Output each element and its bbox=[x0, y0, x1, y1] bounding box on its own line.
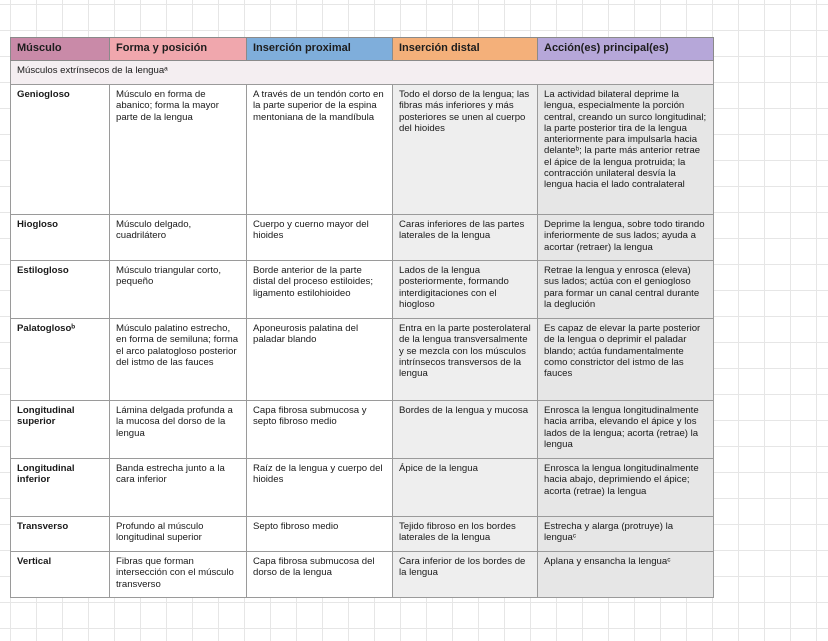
muscle-name: Estilogloso bbox=[11, 261, 110, 319]
proximal-cell: Capa fibrosa submucosa y septo fibroso medio bbox=[247, 401, 393, 459]
shape-cell: Músculo palatino estrecho, en forma de semiluna; forma el arco palatogloso posterior del istmo de las fauces bbox=[110, 319, 247, 401]
muscle-name: Transverso bbox=[11, 517, 110, 552]
header-muscle: Músculo bbox=[11, 38, 110, 61]
action-cell: Enrosca la lengua longitudinalmente hacia arriba, elevando el ápice y los lados de la lengua; acorta (retrae) la lengua bbox=[538, 401, 714, 459]
distal-cell: Ápice de la lengua bbox=[393, 459, 538, 517]
table-row bbox=[11, 401, 714, 459]
shape-cell: Fibras que forman intersección con el músculo transverso bbox=[110, 552, 247, 598]
shape-cell: Músculo delgado, cuadrilátero bbox=[110, 215, 247, 261]
table-row bbox=[11, 459, 714, 517]
table-row bbox=[11, 552, 714, 598]
muscle-table-sheet bbox=[10, 37, 713, 598]
table-row bbox=[11, 85, 714, 215]
shape-cell: Músculo en forma de abanico; forma la mayor parte de la lengua bbox=[110, 85, 247, 215]
tongue-muscles-table bbox=[10, 37, 714, 598]
header-distal-insertion: Inserción distal bbox=[393, 38, 538, 61]
distal-cell: Entra en la parte posterolateral de la lengua transversalmente y se mezcla con los músculos intrínsecos transversos de la lengua bbox=[393, 319, 538, 401]
shape-cell: Lámina delgada profunda a la mucosa del dorso de la lengua bbox=[110, 401, 247, 459]
proximal-cell: Borde anterior de la parte distal del proceso estiloides; ligamento estilohioideo bbox=[247, 261, 393, 319]
header-main-action: Acción(es) principal(es) bbox=[538, 38, 714, 61]
action-cell: Aplana y ensancha la lenguaᶜ bbox=[538, 552, 714, 598]
distal-cell: Cara inferior de los bordes de la lengua bbox=[393, 552, 538, 598]
header-proximal-insertion: Inserción proximal bbox=[247, 38, 393, 61]
proximal-cell: Raíz de la lengua y cuerpo del hioides bbox=[247, 459, 393, 517]
shape-cell: Banda estrecha junto a la cara inferior bbox=[110, 459, 247, 517]
proximal-cell: A través de un tendón corto en la parte superior de la espina mentoniana de la mandíbula bbox=[247, 85, 393, 215]
header-shape-position: Forma y posición bbox=[110, 38, 247, 61]
table-row bbox=[11, 517, 714, 552]
action-cell: La actividad bilateral deprime la lengua, especialmente la porción central, creando un surco longitudinal; la parte posterior tira de la lengua anteriormente para impulsarla hacia delanteᵇ; la parte más anterior retrae el ápice de la lengua protruida; la contracción unilateral desvía la lengua hacia el lado contralateral bbox=[538, 85, 714, 215]
proximal-cell: Septo fibroso medio bbox=[247, 517, 393, 552]
muscle-name: Hiogloso bbox=[11, 215, 110, 261]
action-cell: Estrecha y alarga (protruye) la lenguaᶜ bbox=[538, 517, 714, 552]
proximal-cell: Cuerpo y cuerno mayor del hioides bbox=[247, 215, 393, 261]
distal-cell: Caras inferiores de las partes laterales de la lengua bbox=[393, 215, 538, 261]
table-row bbox=[11, 261, 714, 319]
table-row bbox=[11, 215, 714, 261]
header-row bbox=[11, 38, 714, 61]
distal-cell: Todo el dorso de la lengua; las fibras más inferiores y más posteriores se unen al cuerpo del hioides bbox=[393, 85, 538, 215]
distal-cell: Bordes de la lengua y mucosa bbox=[393, 401, 538, 459]
muscle-name: Palatoglosoᵇ bbox=[11, 319, 110, 401]
action-cell: Retrae la lengua y enrosca (eleva) sus lados; actúa con el geniogloso para formar un canal central durante la deglución bbox=[538, 261, 714, 319]
section-row bbox=[11, 61, 714, 85]
section-label: Músculos extrínsecos de la lenguaᵃ bbox=[11, 61, 714, 85]
distal-cell: Tejido fibroso en los bordes laterales de la lengua bbox=[393, 517, 538, 552]
muscle-name: Longitudinal superior bbox=[11, 401, 110, 459]
shape-cell: Músculo triangular corto, pequeño bbox=[110, 261, 247, 319]
table-row bbox=[11, 319, 714, 401]
muscle-name: Vertical bbox=[11, 552, 110, 598]
muscle-name: Geniogloso bbox=[11, 85, 110, 215]
proximal-cell: Capa fibrosa submucosa del dorso de la lengua bbox=[247, 552, 393, 598]
action-cell: Es capaz de elevar la parte posterior de la lengua o deprimir el paladar blando; actúa fundamentalmente como constrictor del istmo de las fauces bbox=[538, 319, 714, 401]
distal-cell: Lados de la lengua posteriormente, formando interdigitaciones con el hiogloso bbox=[393, 261, 538, 319]
action-cell: Deprime la lengua, sobre todo tirando inferiormente de sus lados; ayuda a acortar (retraer) la lengua bbox=[538, 215, 714, 261]
muscle-name: Longitudinal inferior bbox=[11, 459, 110, 517]
proximal-cell: Aponeurosis palatina del paladar blando bbox=[247, 319, 393, 401]
shape-cell: Profundo al músculo longitudinal superior bbox=[110, 517, 247, 552]
action-cell: Enrosca la lengua longitudinalmente hacia abajo, deprimiendo el ápice; acorta (retrae) la lengua bbox=[538, 459, 714, 517]
